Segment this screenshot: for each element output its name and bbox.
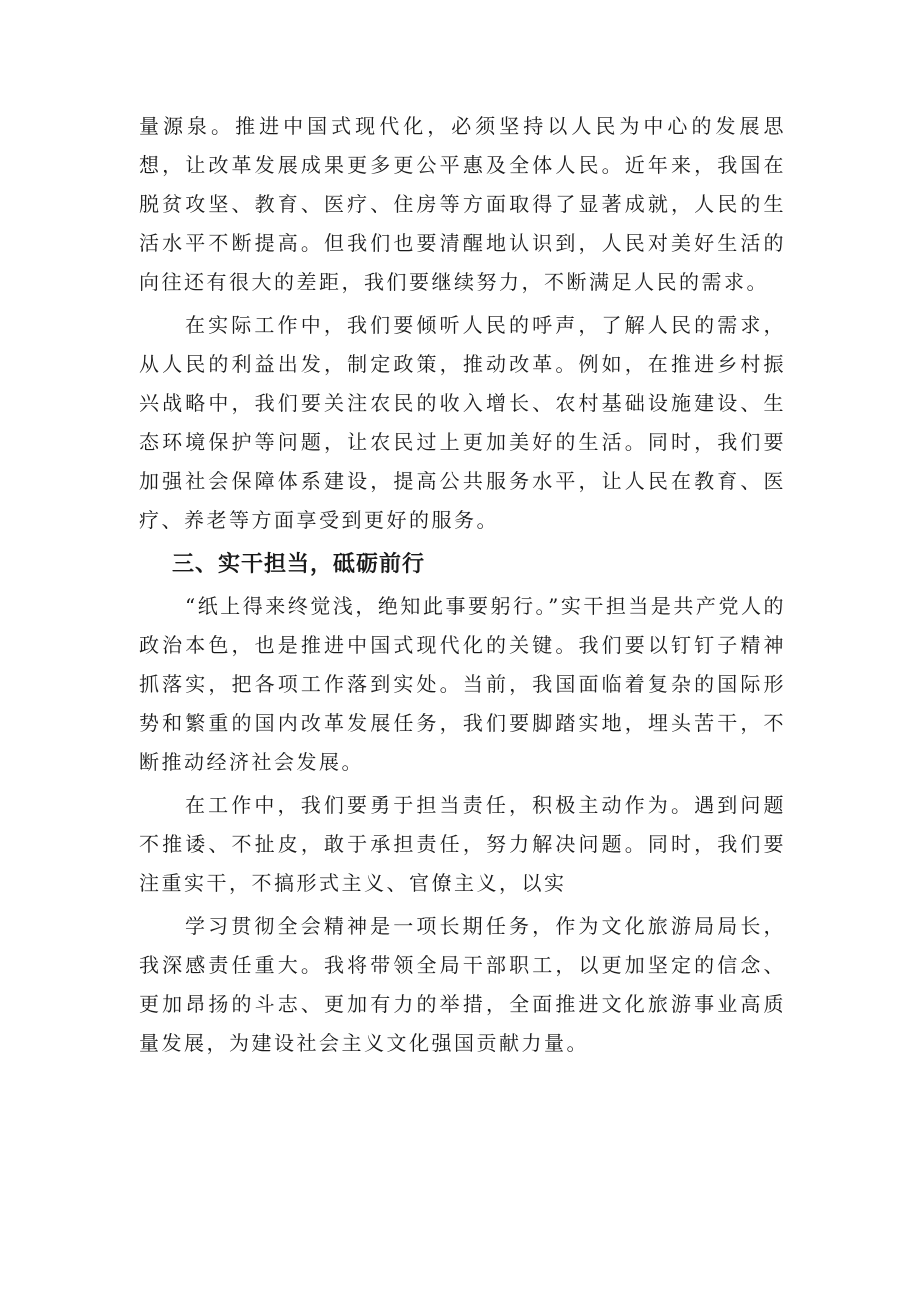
section-heading-3: 三、实干担当，砥砺前行 xyxy=(172,552,426,577)
paragraph-people-centered: 量源泉。推进中国式现代化，必须坚持以人民为中心的发展思想，让改革发展成果更多更公平惠及全体人民。近年来，我国在脱贫攻坚、教育、医疗、住房等方面取得了显著成就，人民的生活水平不断提高。但我们也要清醒地认识到，人民对美好生活的向往还有很大的差距，我们要继续努力，不断满足人民的需求。 xyxy=(139,114,786,294)
document-body xyxy=(139,107,786,1063)
paragraph-conclusion: 学习贯彻全会精神是一项长期任务，作为文化旅游局局长，我深感责任重大。我将带领全局干部职工，以更加坚定的信念、更加昂扬的斗志、更加有力的举措，全面推进文化旅游事业高质量发展，为建设社会主义文化强国贡献力量。 xyxy=(139,914,786,1055)
paragraph-take-responsibility: 在工作中，我们要勇于担当责任，积极主动作为。遇到问题不推诿、不扯皮，敢于承担责任，努力解决问题。同时，我们要注重实干，不搞形式主义、官僚主义，以实 xyxy=(139,793,786,895)
paragraph-practical-work: 在实际工作中，我们要倾听人民的呼声，了解人民的需求，从人民的利益出发，制定政策，推动改革。例如，在推进乡村振兴战略中，我们要关注农民的收入增长、农村基础设施建设、生态环境保护等问题，让农民过上更加美好的生活。同时，我们要加强社会保障体系建设，提高公共服务水平，让人民在教育、医疗、养老等方面享受到更好的服务。 xyxy=(139,313,786,532)
paragraph-practical-action: “纸上得来终觉浅，绝知此事要躬行。”实干担当是共产党人的政治本色，也是推进中国式现代化的关键。我们要以钉钉子精神抓落实，把各项工作落到实处。当前，我国面临着复杂的国际形势和繁重的国内改革发展任务，我们要脚踏实地，埋头苦干，不断推动经济社会发展。 xyxy=(139,594,786,774)
